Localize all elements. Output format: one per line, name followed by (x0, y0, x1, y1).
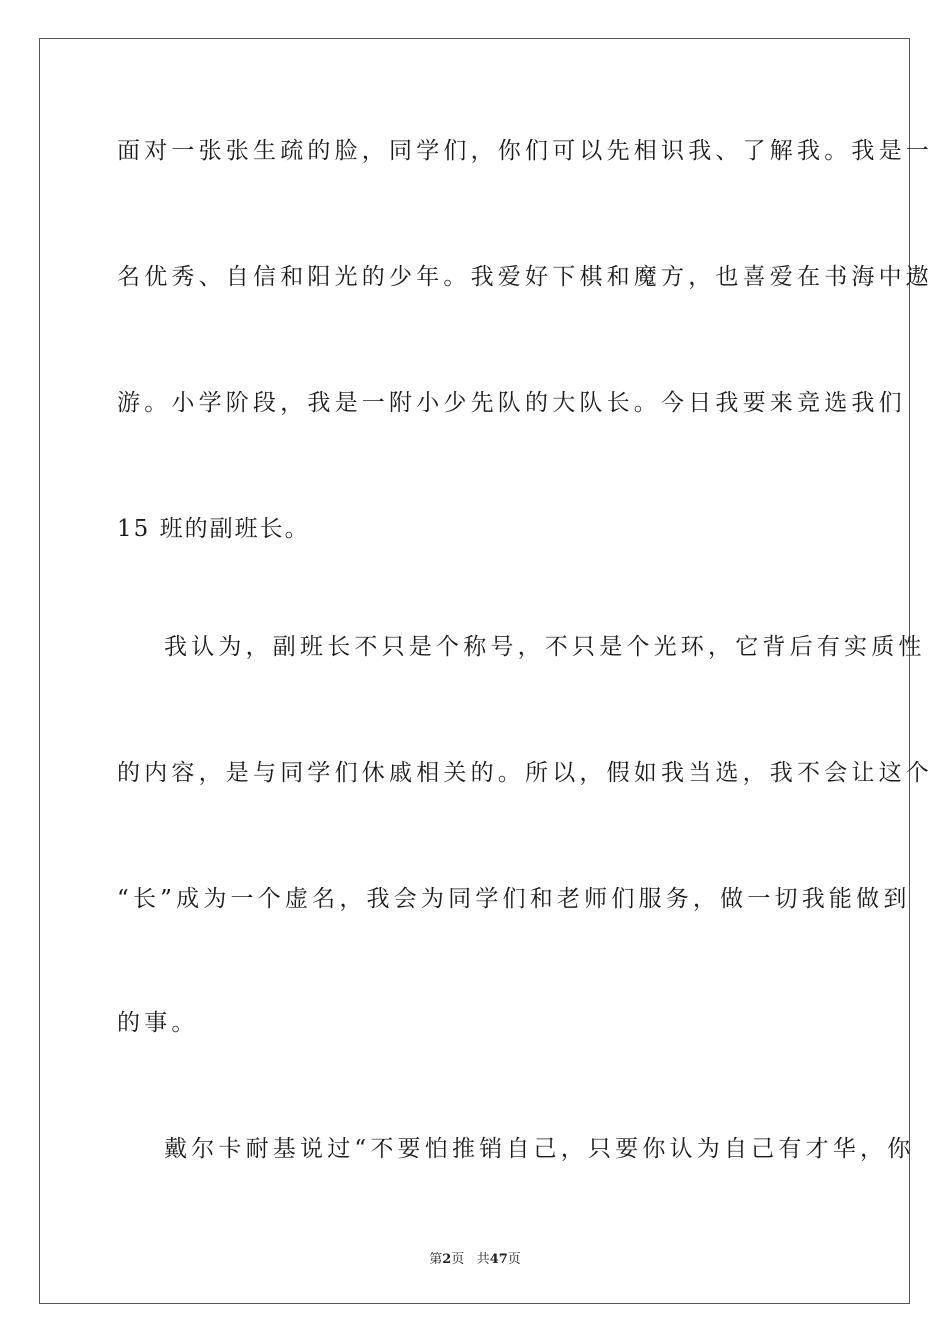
page-prefix: 第 (429, 1252, 443, 1267)
page-border (39, 38, 910, 1304)
paragraph-line-indented: 戴尔卡耐基说过“不要怕推销自己，只要你认为自己有才华，你 (164, 1136, 915, 1162)
paragraph-line: 15 班的副班长。 (117, 516, 310, 542)
paragraph-line: 面对一张张生疏的脸，同学们，你们可以先相识我、了解我。我是一 (117, 138, 933, 164)
total-prefix: 共 (476, 1252, 490, 1267)
page-number: 2 (442, 1252, 452, 1267)
paragraph-line: “长”成为一个虚名，我会为同学们和老师们服务，做一切我能做到 (117, 886, 911, 912)
paragraph-line: 游。小学阶段，我是一附小少先队的大队长。今日我要来竞选我们 (117, 390, 906, 416)
paragraph-line: 的内容，是与同学们休戚相关的。所以，假如我当选，我不会让这个 (117, 760, 933, 786)
paragraph-line: 的事。 (117, 1010, 199, 1036)
total-suffix: 页 (507, 1252, 521, 1267)
page-footer (0, 1248, 950, 1267)
page-suffix: 页 (451, 1252, 465, 1267)
total-pages: 47 (489, 1252, 508, 1267)
paragraph-line: 名优秀、自信和阳光的少年。我爱好下棋和魔方，也喜爱在书海中遨 (117, 264, 933, 290)
paragraph-line-indented: 我认为，副班长不只是个称号，不只是个光环，它背后有实质性 (164, 634, 926, 660)
